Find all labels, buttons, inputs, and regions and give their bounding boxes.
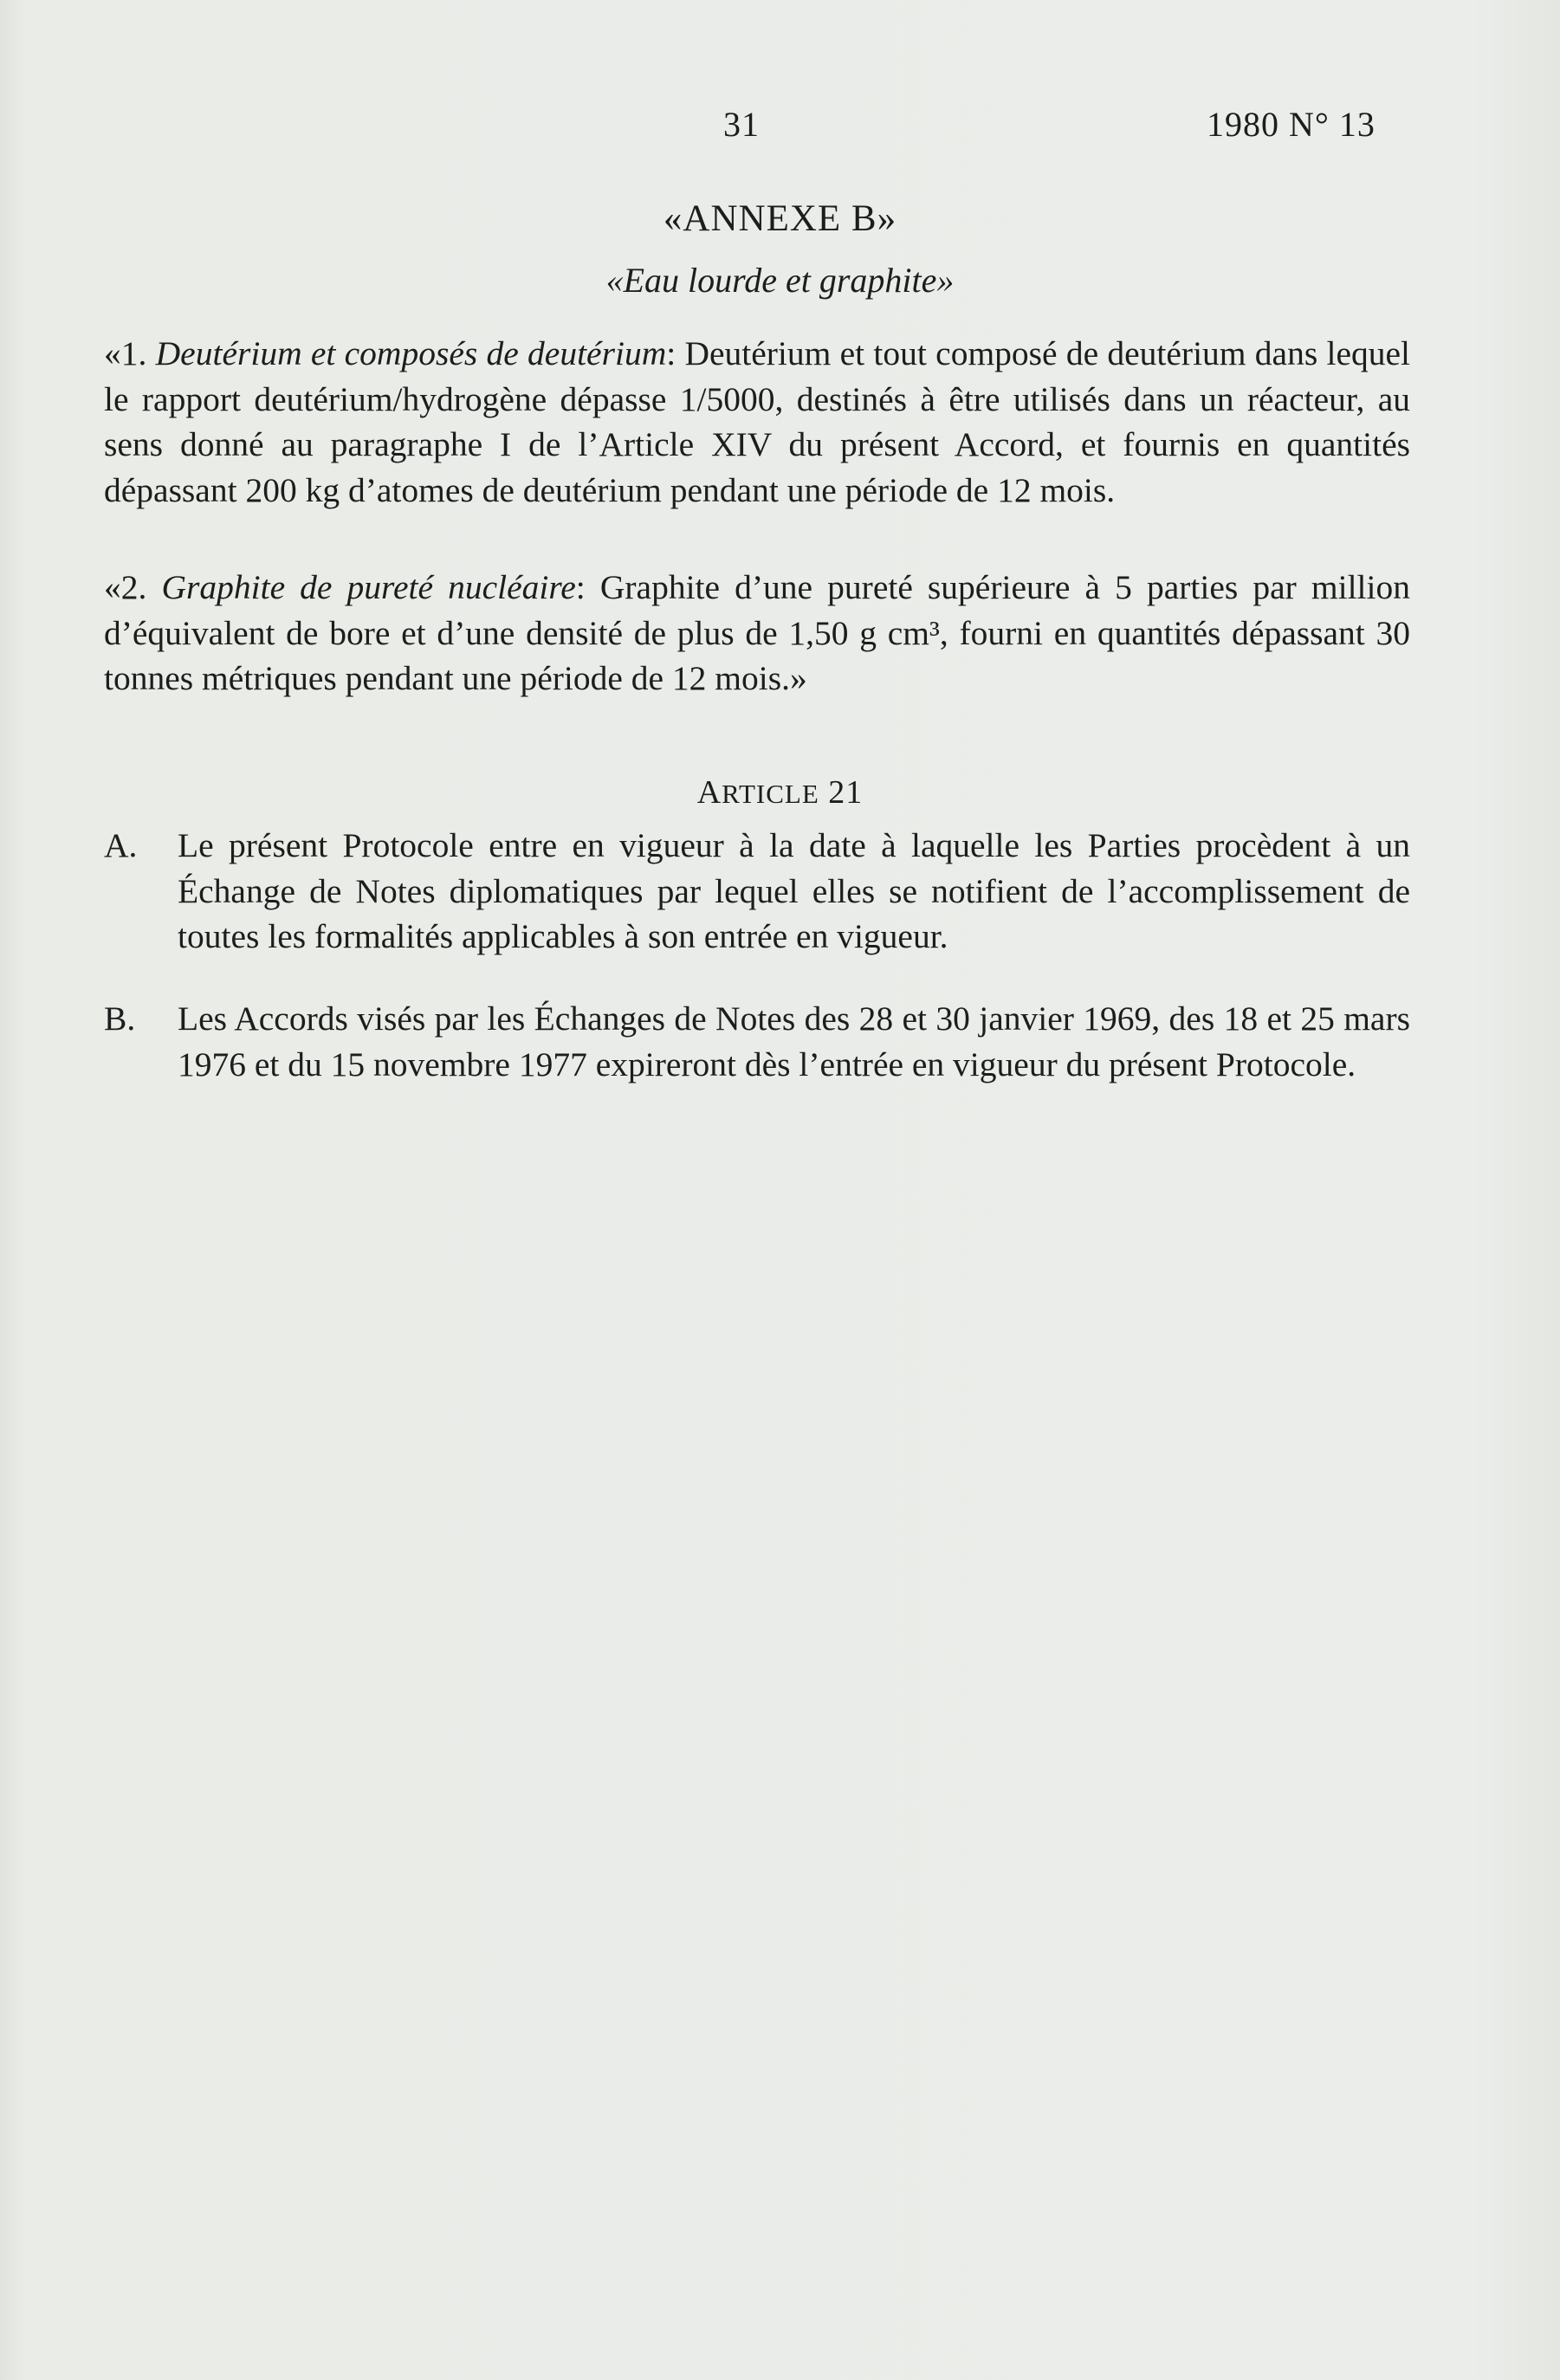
page-number: 31 — [723, 105, 760, 144]
annex-item-1 — [104, 331, 1410, 513]
article-title-rest: RTICLE — [722, 779, 819, 809]
annex-title: «ANNEXE B» — [663, 198, 897, 239]
annex-subtitle: «Eau lourde et graphite» — [605, 261, 955, 300]
item-number: «1. — [104, 334, 147, 372]
item-term: Deutérium et composés de deutérium — [155, 334, 667, 372]
item-text: : Graphite d’une pureté supérieure à 5 parties par million d’équivalent de bore et d’une densité de plus de 1,50 g cm³, fourni en quantités dépassant 30 tonnes métriques pendant une période de 12 mois.» — [104, 568, 1410, 697]
article-title — [0, 773, 1560, 812]
item-number: «2. — [104, 568, 147, 606]
item-label: B. — [104, 999, 136, 1038]
annex-item-2 — [104, 565, 1410, 702]
document-reference: 1980 N° 13 — [1207, 105, 1376, 144]
article-item-b — [104, 996, 1410, 1087]
item-label: A. — [104, 826, 138, 864]
item-text: Le présent Protocole entre en vigueur à la date à laquelle les Parties procèdent à un Échange de Notes diplomatiques par lequel elles se notifient de l’accomplissement de toutes les formalités applicables à son entrée en vigueur. — [178, 826, 1410, 955]
item-text: Les Accords visés par les Échanges de Notes des 28 et 30 janvier 1969, des 18 et 25 mars 1976 et du 15 novembre 1977 expireront dès l’entrée en vigueur du présent Protocole. — [178, 999, 1410, 1083]
article-title-initial: A — [696, 774, 722, 811]
item-term: Graphite de pureté nucléaire — [161, 568, 576, 606]
article-number: 21 — [828, 774, 864, 811]
item-text: : Deutérium et tout composé de deutérium dans lequel le rapport deutérium/hydrogène dépasse 1/5000, destinés à être utilisés dans un réacteur, au sens donné au paragraphe I de l’Article XIV du présent Accord, et fournis en quantités dépassant 200 kg d’atomes de deutérium pendant une période de 12 mois. — [104, 334, 1410, 509]
article-item-a — [104, 823, 1410, 960]
